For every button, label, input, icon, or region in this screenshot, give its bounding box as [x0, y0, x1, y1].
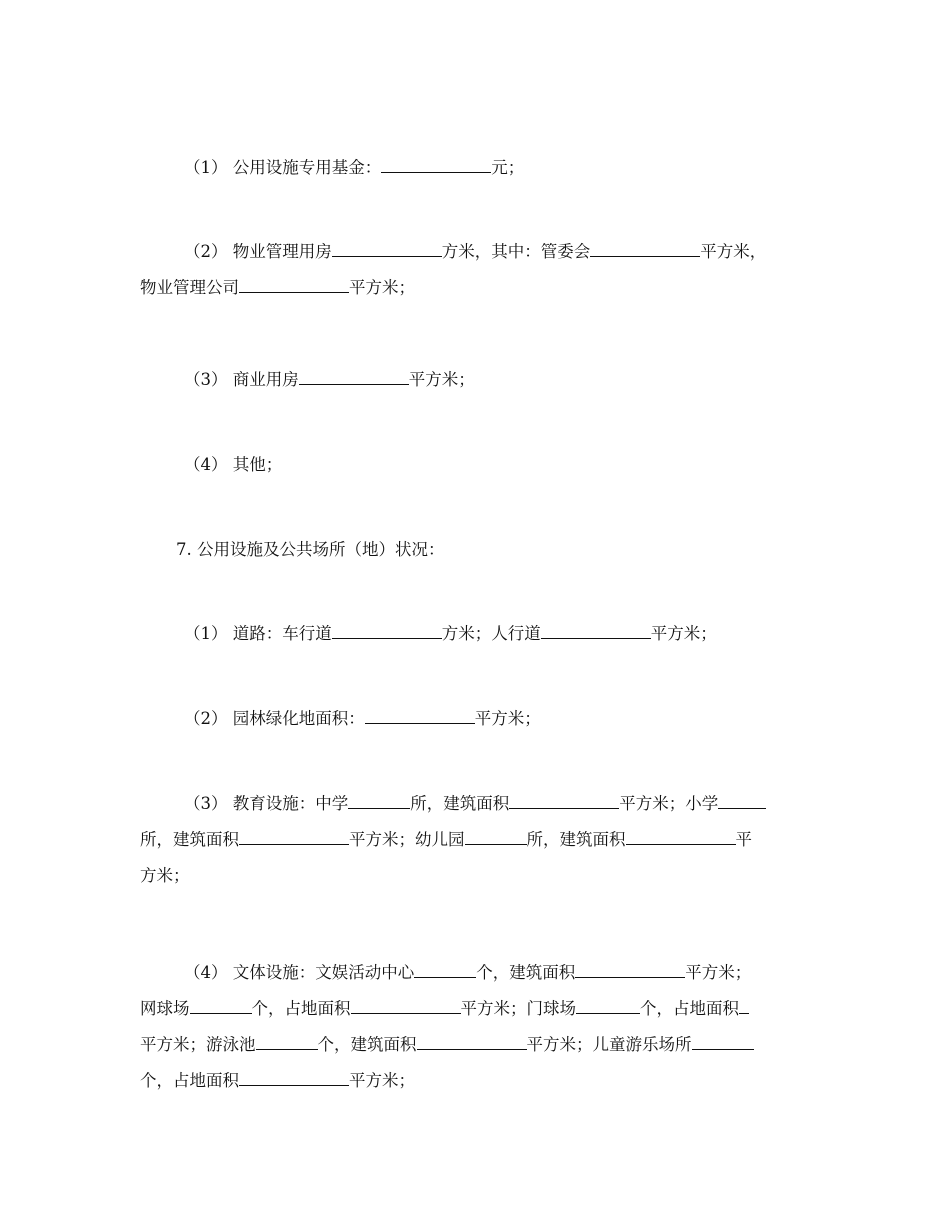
fill-blank[interactable] — [348, 789, 410, 809]
fill-blank[interactable] — [590, 237, 700, 257]
fill-blank[interactable] — [239, 1066, 349, 1086]
label-text: 平方米， — [700, 242, 767, 261]
fill-blank[interactable] — [718, 789, 766, 809]
paragraph-recreation — [140, 955, 815, 1099]
text-line — [140, 234, 815, 270]
label-text: 所，建筑面积 — [526, 830, 626, 849]
fill-blank[interactable] — [626, 825, 736, 845]
label-text: 园林绿化地面积： — [232, 709, 365, 728]
label-text: 公用设施专用基金： — [232, 158, 382, 177]
label-text: 平方米；游泳池 — [140, 1035, 256, 1054]
label-text: 方米；人行道 — [441, 624, 541, 643]
text-line — [140, 270, 815, 306]
item-number: （2） — [184, 242, 228, 261]
paragraph-roads — [140, 616, 859, 652]
fill-blank[interactable] — [365, 704, 475, 724]
fill-blank[interactable] — [417, 1030, 527, 1050]
label-text: 平方米； — [474, 709, 541, 728]
text-line — [140, 786, 815, 822]
label-text: 商业用房 — [232, 370, 299, 389]
fill-blank[interactable] — [739, 994, 749, 1014]
label-text: 网球场 — [140, 999, 190, 1018]
paragraph-fund — [140, 150, 859, 186]
paragraph-other — [140, 447, 859, 483]
text-line — [140, 858, 815, 894]
fill-blank[interactable] — [381, 153, 491, 173]
label-text: 平方米；门球场 — [460, 999, 576, 1018]
label-text: 平方米； — [650, 624, 717, 643]
label-text: 平方米；儿童游乐场所 — [526, 1035, 692, 1054]
label-text: 平方米； — [349, 278, 415, 297]
label-text: 平方米；小学 — [619, 794, 719, 813]
label-text: 个，占地面积 — [140, 1071, 239, 1090]
fill-blank[interactable] — [332, 619, 442, 639]
label-text: 所，建筑面积 — [410, 794, 510, 813]
label-text: 个，占地面积 — [640, 999, 739, 1018]
fill-blank[interactable] — [692, 1030, 754, 1050]
label-text: 平方米；幼儿园 — [349, 830, 465, 849]
label-text: 元； — [491, 158, 525, 177]
paragraph-education — [140, 786, 815, 894]
text-line — [140, 822, 815, 858]
fill-blank[interactable] — [190, 994, 252, 1014]
label-text: 方米，其中：管委会 — [441, 242, 591, 261]
text-line — [140, 991, 815, 1027]
text-line — [140, 1063, 815, 1099]
section-heading — [140, 532, 851, 568]
label-text: 个，建筑面积 — [317, 1035, 417, 1054]
label-text: 个，占地面积 — [251, 999, 351, 1018]
fill-blank[interactable] — [509, 789, 619, 809]
fill-blank[interactable] — [351, 994, 461, 1014]
label-text: 物业管理公司 — [140, 278, 239, 297]
fill-blank[interactable] — [414, 958, 476, 978]
fill-blank[interactable] — [465, 825, 527, 845]
label-text: 其他； — [232, 455, 283, 474]
label-text: 平 — [735, 830, 752, 849]
label-text: 教育设施：中学 — [232, 794, 349, 813]
item-number: （1） — [184, 624, 228, 643]
heading-text: 7. 公用设施及公共场所（地）状况： — [176, 540, 445, 559]
label-text: 物业管理用房 — [232, 242, 332, 261]
item-number: （1） — [184, 158, 228, 177]
label-text: 个，建筑面积 — [476, 963, 576, 982]
paragraph-commercial — [140, 362, 859, 398]
label-text: 道路：车行道 — [232, 624, 332, 643]
label-text: 方米； — [140, 866, 190, 885]
text-line — [140, 955, 815, 991]
fill-blank[interactable] — [332, 237, 442, 257]
paragraph-green-area — [140, 701, 859, 737]
text-line — [140, 1027, 815, 1063]
item-number: （3） — [184, 794, 228, 813]
fill-blank[interactable] — [541, 619, 651, 639]
fill-blank[interactable] — [256, 1030, 318, 1050]
fill-blank[interactable] — [239, 273, 349, 293]
label-text: 文体设施：文娱活动中心 — [232, 963, 415, 982]
fill-blank[interactable] — [576, 994, 640, 1014]
fill-blank[interactable] — [575, 958, 685, 978]
paragraph-management-rooms — [140, 234, 815, 306]
item-number: （3） — [184, 370, 228, 389]
fill-blank[interactable] — [299, 365, 409, 385]
fill-blank[interactable] — [239, 825, 349, 845]
label-text: 平方米； — [349, 1071, 415, 1090]
item-number: （4） — [184, 963, 228, 982]
label-text: 平方米； — [408, 370, 475, 389]
label-text: 平方米； — [685, 963, 752, 982]
label-text: 所，建筑面积 — [140, 830, 239, 849]
item-number: （4） — [184, 455, 228, 474]
item-number: （2） — [184, 709, 228, 728]
